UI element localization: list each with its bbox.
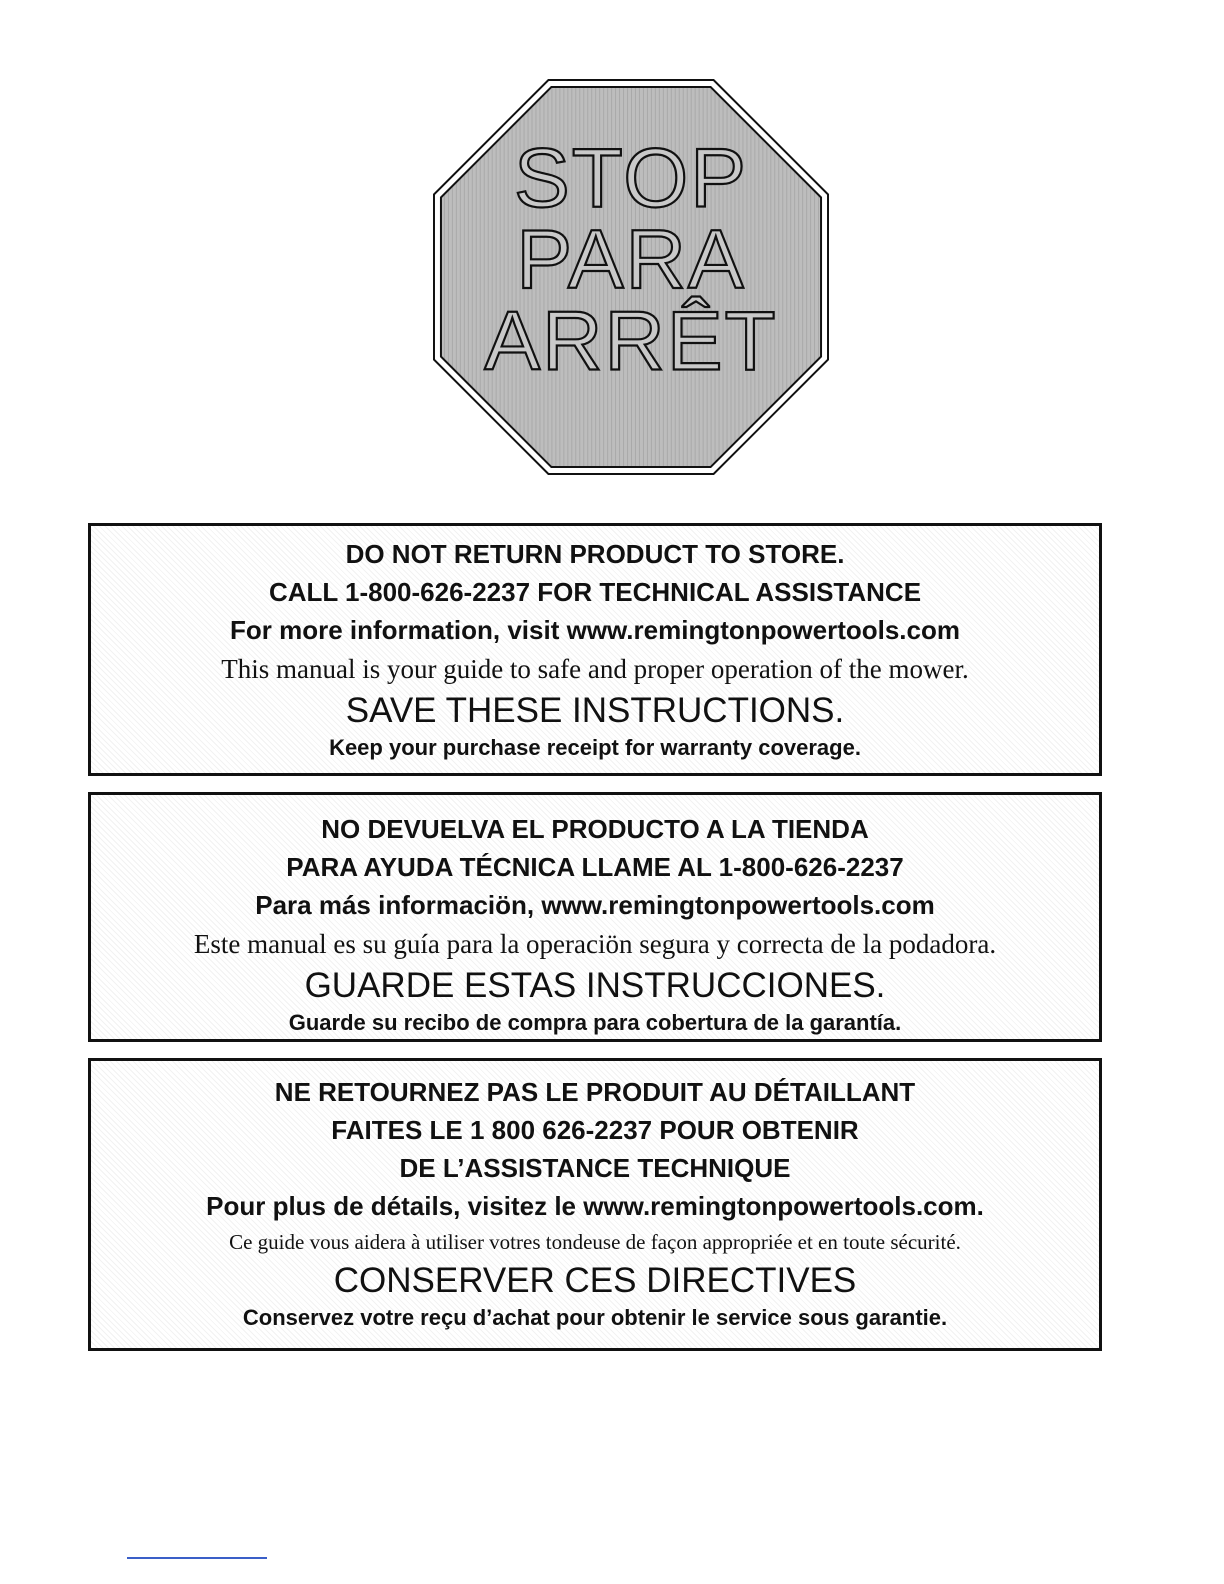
spanish-more-info: Para más informaciön, www.remingtonpowertools.com [255,890,935,920]
french-notice-box [88,1058,1102,1351]
french-save-heading: CONSERVER CES DIRECTIVES [333,1261,857,1300]
spanish-do-not-return: NO DEVUELVA EL PRODUCTO A LA TIENDA [321,814,869,844]
spanish-manual-guide: Este manual es su guía para la operaciön segura y correcta de la podadora. [193,929,997,959]
french-receipt-note: Conservez votre reçu d’achat pour obtenir le service sous garantie. [242,1305,948,1330]
english-save-heading: SAVE THESE INSTRUCTIONS. [345,691,845,730]
spanish-save-heading: GUARDE ESTAS INSTRUCCIONES. [304,966,886,1005]
spanish-receipt-note: Guarde su recibo de compra para cobertura de la garantía. [288,1010,902,1035]
french-more-info: Pour plus de détails, visitez le www.remingtonpowertools.com. [206,1191,984,1221]
para-word: PARA [516,211,746,306]
stop-sign [432,78,830,476]
spanish-call-line: PARA AYUDA TÉCNICA LLAME AL 1-800-626-2237 [286,852,904,882]
bottom-rule [127,1557,267,1559]
spanish-notice-box [88,792,1102,1042]
french-do-not-return: NE RETOURNEZ PAS LE PRODUIT AU DÉTAILLANT [274,1077,916,1107]
english-receipt-note: Keep your purchase receipt for warranty coverage. [329,735,861,760]
arret-word: ARRÊT [484,293,778,388]
french-call-line: FAITES LE 1 800 626-2237 POUR OBTENIR [331,1115,859,1145]
english-notice-box [88,523,1102,776]
english-call-line: CALL 1-800-626-2237 FOR TECHNICAL ASSISTANCE [268,577,922,607]
english-manual-guide: This manual is your guide to safe and proper operation of the mower. [221,654,969,684]
english-do-not-return: DO NOT RETURN PRODUCT TO STORE. [345,539,845,569]
english-more-info: For more information, visit www.remingtonpowertools.com [230,615,960,645]
french-technical-assistance: DE L’ASSISTANCE TECHNIQUE [399,1153,791,1183]
french-manual-guide: Ce guide vous aidera à utiliser votres tondeuse de façon appropriée et en toute sécurité. [229,1230,961,1254]
stop-word: STOP [513,130,749,225]
